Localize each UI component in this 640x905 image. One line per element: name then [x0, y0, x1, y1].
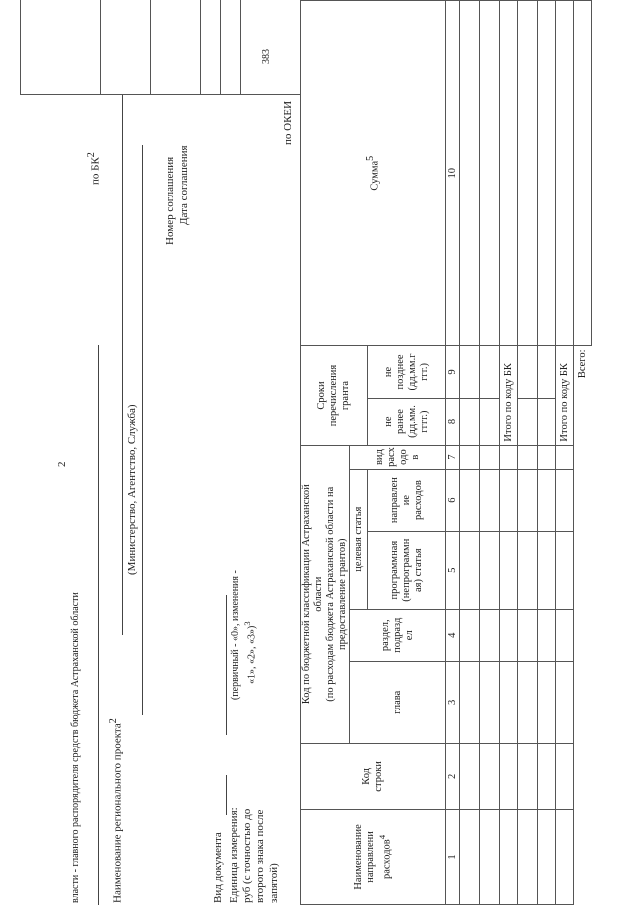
col-header-ne-pozd: не позднее (дд.мм.г ггг.)	[368, 346, 446, 398]
doc-type-label: Вид документа	[212, 832, 224, 903]
col-header-glava: глава	[350, 661, 446, 743]
col-header-summa: Сумма$^5$	[301, 1, 446, 346]
agreement-date-label: Дата соглашения	[178, 145, 190, 225]
unit-label: Единица измерения: руб (с точностью до второго знака после запятой)	[228, 807, 280, 903]
table-row	[518, 1, 538, 905]
codes-box	[20, 0, 301, 95]
agreement-number-label: Номер соглашения	[164, 156, 176, 245]
col-header-kbk: Код по бюджетной классификации Астраханской области (по расходам бюджета Астраханской области на предоставление грантов)	[301, 445, 350, 743]
subtotal-row	[556, 1, 574, 905]
col-header-sroki: Сроки перечисления гранта	[301, 346, 368, 445]
col-header-napr: направлен ие расходов	[368, 469, 446, 531]
page-number: 2	[56, 461, 68, 467]
project-name-label: Наименование регионального проекта$^2$	[108, 718, 124, 903]
col-header-razdel: раздел, подразд ел	[350, 609, 446, 661]
authority-line: власти - главного распорядителя средств бюджета Астраханской области	[70, 592, 81, 903]
table-row	[460, 1, 480, 905]
col-header-code: Код строки	[301, 743, 446, 809]
itogo-label: Итого по коду БК	[500, 346, 518, 445]
vsego-label: Всего:	[576, 349, 588, 379]
grants-table	[300, 0, 592, 905]
col-header-celevaya: целевая статья	[350, 469, 368, 609]
col-header-vid: вид расх одо в	[350, 445, 446, 469]
po-bk-label: по $БК^2$	[86, 152, 102, 185]
doc-type-hint: (первичный - «0», изменения - «1», «2», «3»)$^3$	[230, 570, 257, 700]
col-header-ne-ranee: не ранее (дд.мм. гггг.)	[368, 398, 446, 445]
col-header-name: Наименование направлени расходов$^4$	[301, 809, 446, 904]
table-row	[480, 1, 500, 905]
col-header-prog: программная (непрограммн ая) статья	[368, 531, 446, 609]
okei-code: 383	[261, 49, 272, 64]
subtotal-row	[500, 1, 518, 905]
po-okei-label: по ОКЕИ	[282, 100, 294, 145]
column-numbers-row: 1 2 3 4 5 6 7 8 9 10	[446, 1, 460, 905]
itogo-label: Итого по коду БК	[556, 346, 574, 445]
table-row	[538, 1, 556, 905]
ministry-hint: (Министерство, Агентство, Служба)	[126, 404, 138, 575]
total-row	[574, 1, 592, 905]
